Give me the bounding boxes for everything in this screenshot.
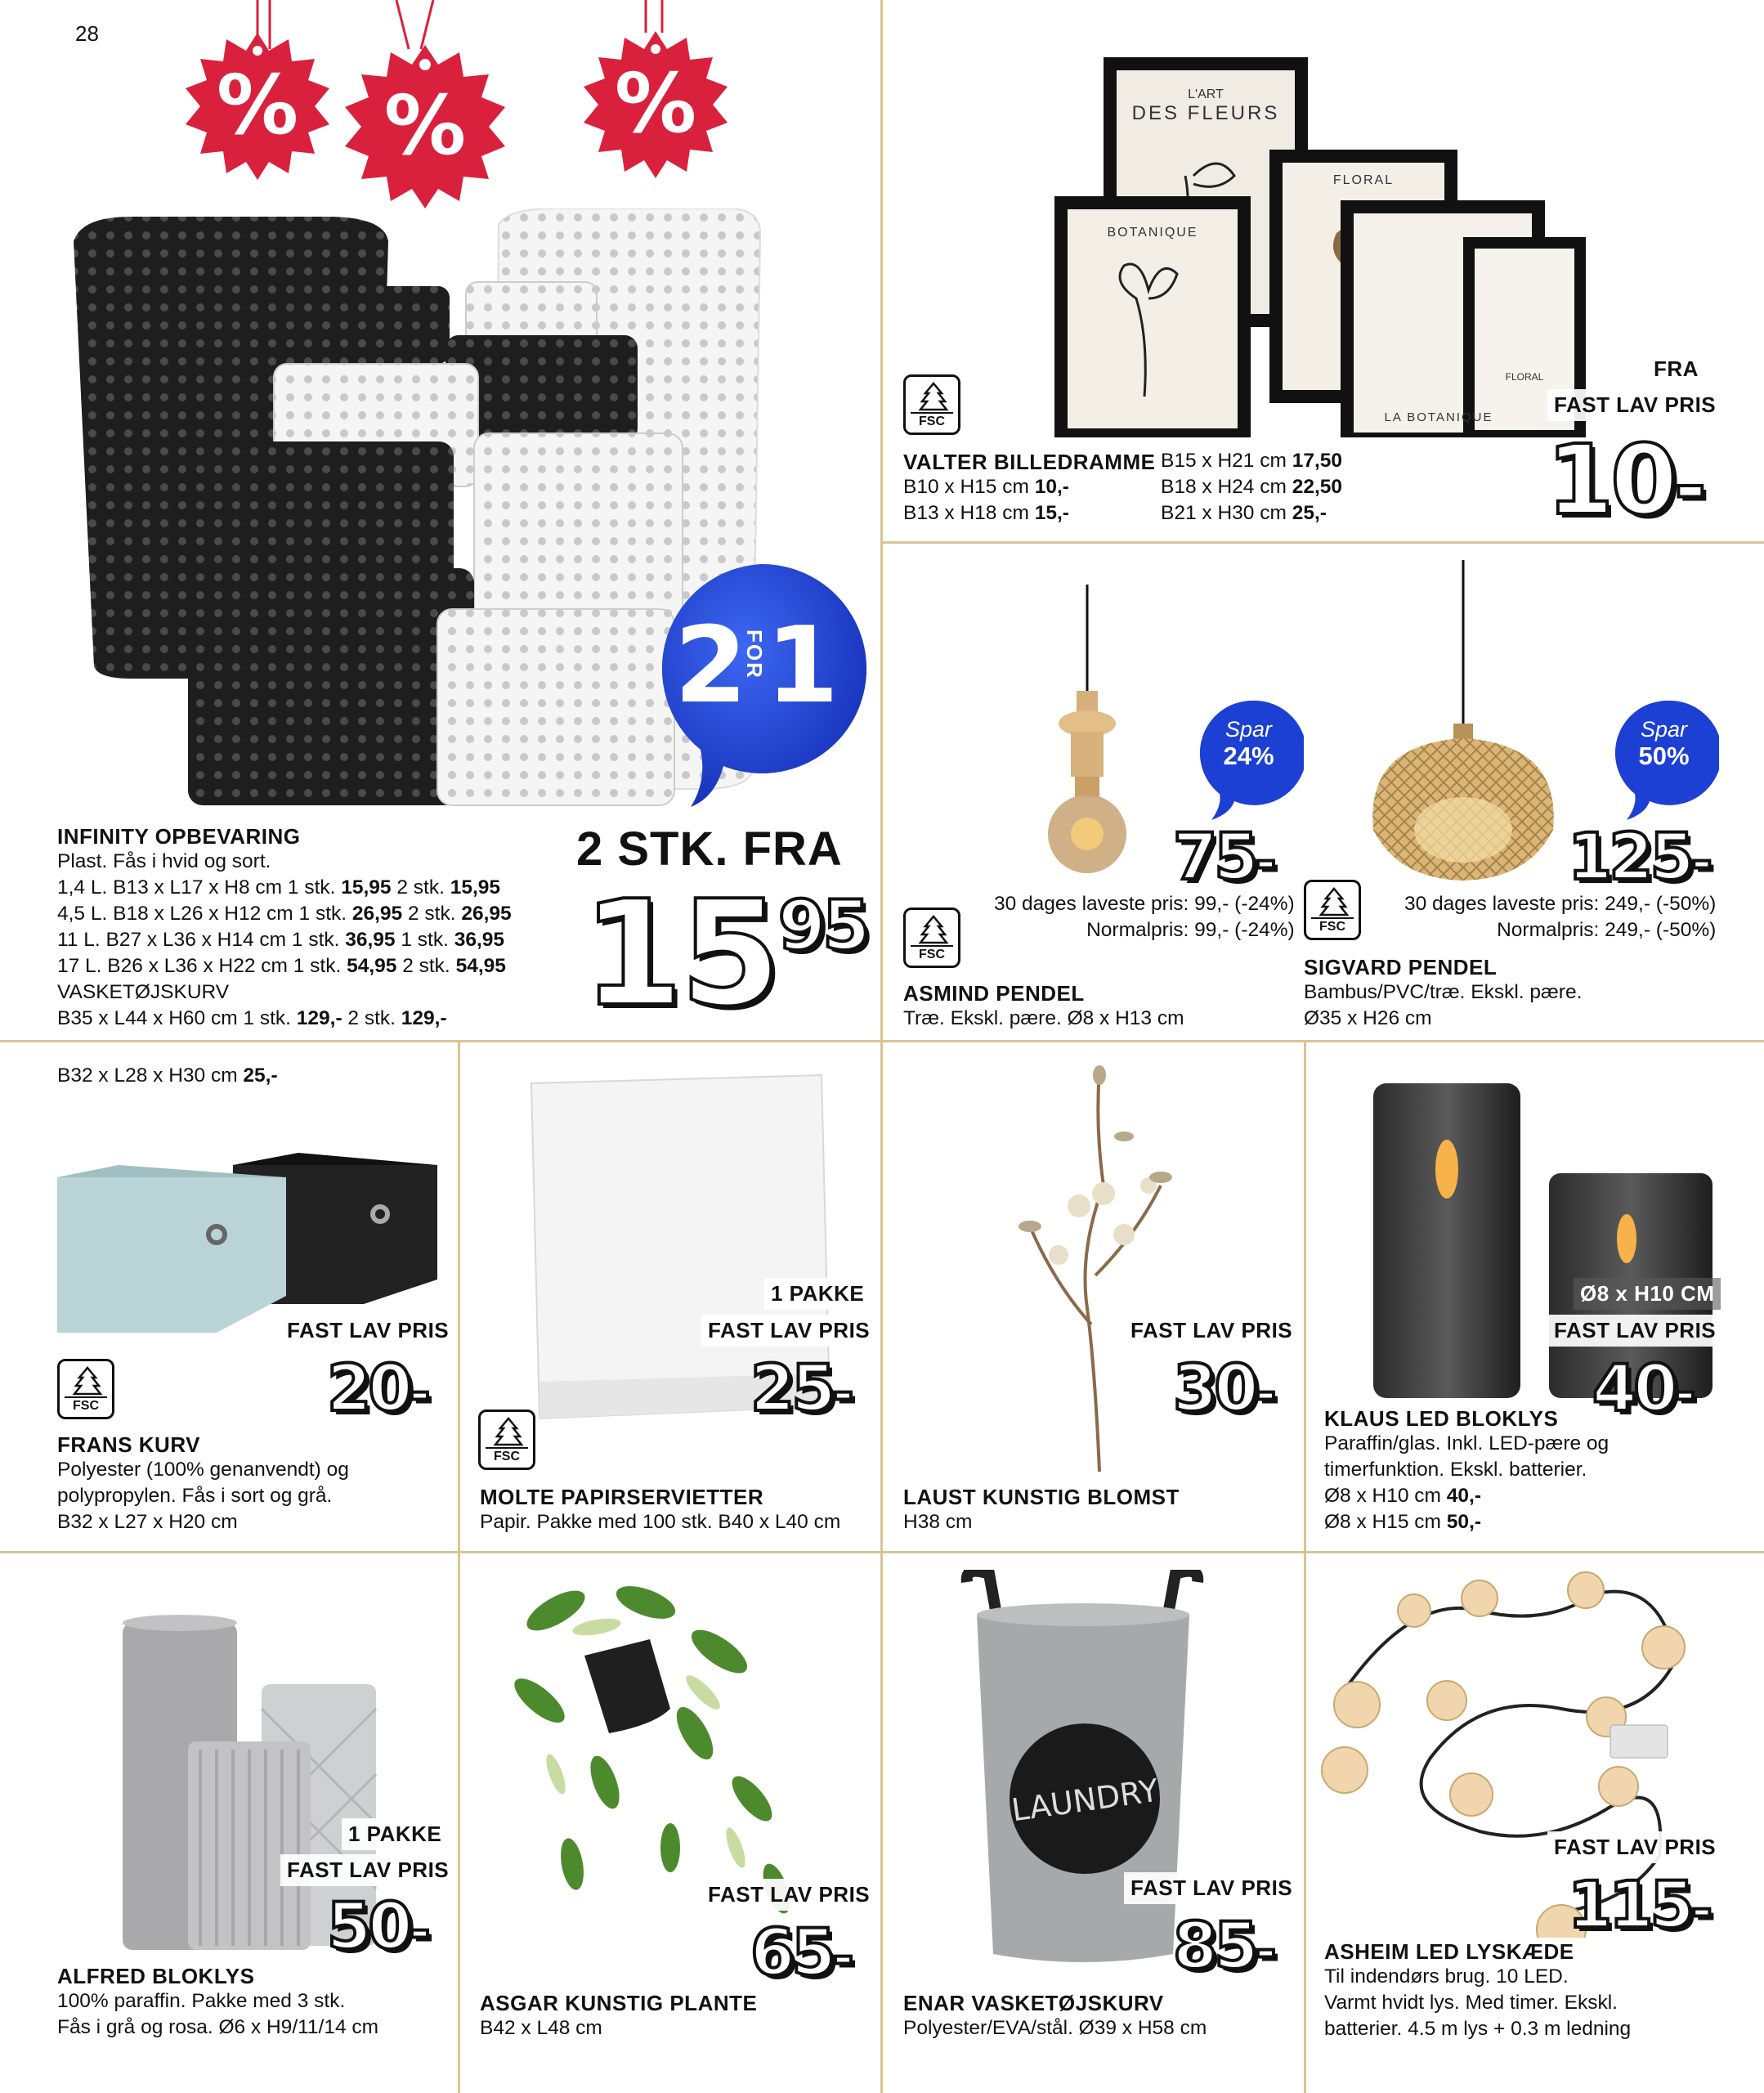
klaus-desc: Paraffin/glas. Inkl. LED-pære og timerfunktion. Ekskl. batterier. Ø8 x H10 cm 40,- Ø8 x H15 cm 50,-: [1324, 1432, 1610, 1533]
asgar-price: 65-: [750, 1916, 851, 1990]
percent-tag-2: %: [343, 45, 507, 208]
sigvard-spar-badge: Spar 50%: [1609, 699, 1719, 822]
asgar-desc: B42 x L48 cm: [480, 2017, 602, 2039]
klaus-title: KLAUS LED BLOKLYS: [1324, 1406, 1559, 1431]
tree-check-icon: [492, 1417, 525, 1450]
svg-text:LA BOTANIQUE: LA BOTANIQUE: [1384, 410, 1493, 424]
asmind-price-notes: 30 dages laveste pris: 99,- (-24%) Normalpris: 99,- (-24%): [994, 893, 1295, 941]
asmind-desc: Træ. Ekskl. pære. Ø8 x H13 cm: [903, 1007, 1184, 1029]
alfred-desc: 100% paraffin. Pakke med 3 stk. Fås i grå og rosa. Ø6 x H9/11/14 cm: [57, 1990, 379, 2038]
asheim-desc: Til indendørs brug. 10 LED. Varmt hvidt lys. Med timer. Ekskl. batterier. 4.5 m lys + 0.3 m ledning: [1324, 1965, 1632, 2040]
tree-check-icon: [71, 1366, 104, 1399]
divider-vertical-row2a: [458, 1042, 460, 2093]
molte-desc: Papir. Pakke med 100 stk. B40 x L40 cm: [480, 1511, 841, 1533]
divider-vertical-top: [880, 0, 883, 1553]
infinity-title: INFINITY OPBEVARING: [57, 824, 301, 849]
fsc-logo: FSC: [1304, 880, 1361, 940]
klaus-label-size: Ø8 x H10 CM: [1574, 1278, 1721, 1310]
alfred-label-pack: 1 PAKKE: [342, 1818, 448, 1850]
frans-top-size: B32 x L28 x H30 cm 25,-: [57, 1064, 278, 1087]
molte-price: 25-: [750, 1352, 851, 1426]
svg-text:BOTANIQUE: BOTANIQUE: [1107, 226, 1198, 240]
sigvard-desc: Bambus/PVC/træ. Ekskl. pære. Ø35 x H26 cm: [1304, 981, 1583, 1029]
frans-title: FRANS KURV: [57, 1432, 200, 1457]
frans-label: FAST LAV PRIS: [280, 1315, 455, 1347]
molte-label-pack: 1 PAKKE: [764, 1278, 871, 1310]
laust-label: FAST LAV PRIS: [1124, 1315, 1299, 1347]
fsc-logo: FSC: [903, 908, 960, 968]
valter-frames-image: [1046, 53, 1594, 437]
laust-title: LAUST KUNSTIG BLOMST: [903, 1485, 1180, 1509]
molte-label: FAST LAV PRIS: [701, 1315, 876, 1347]
divider-right-top: [883, 541, 1764, 544]
frans-desc: Polyester (100% genanvendt) og polypropylen. Fås i sort og grå. B32 x L27 x H20 cm: [57, 1459, 349, 1533]
asheim-label: FAST LAV PRIS: [1547, 1831, 1722, 1863]
laust-price: 30-: [1173, 1352, 1274, 1426]
asgar-title: ASGAR KUNSTIG PLANTE: [480, 1991, 758, 2015]
enar-price: 85-: [1173, 1910, 1274, 1983]
enar-label: FAST LAV PRIS: [1124, 1872, 1299, 1904]
two-for-one-badge: 2 FOR 1: [650, 560, 871, 813]
infinity-price: $15^{95}$: [582, 869, 867, 1038]
alfred-label: FAST LAV PRIS: [280, 1854, 455, 1886]
valter-sizes-col2: B15 x H21 cm 17,50 B18 x H24 cm 22,50 B21 x H30 cm 25,-: [1161, 450, 1342, 524]
tree-check-icon: [917, 382, 950, 415]
tree-check-icon: [1318, 887, 1350, 920]
klaus-label: FAST LAV PRIS: [1547, 1315, 1722, 1347]
asmind-spar-badge: Spar 24%: [1193, 699, 1304, 822]
tree-check-icon: [917, 915, 950, 948]
asmind-title: ASMIND PENDEL: [903, 981, 1085, 1006]
svg-text:FLORAL: FLORAL: [1505, 371, 1544, 383]
fsc-logo: FSC: [57, 1359, 114, 1419]
frans-baskets-image: [53, 1149, 445, 1337]
molte-title: MOLTE PAPIRSERVIETTER: [480, 1485, 764, 1509]
page-number: 28: [75, 21, 99, 46]
divider-vertical-row2c: [1304, 1042, 1306, 2093]
divider-vertical-bottom: [880, 1553, 883, 2093]
svg-text:FLORAL: FLORAL: [1332, 173, 1395, 187]
laust-desc: H38 cm: [903, 1511, 973, 1533]
alfred-price: 50-: [327, 1890, 428, 1964]
percent-tag-3: %: [582, 31, 729, 178]
fsc-logo: FSC: [903, 374, 960, 435]
infinity-desc: Plast. Fås i hvid og sort. 1,4 L. B13 x L17 x H8 cm 1 stk. 15,95 2 stk. 15,95 4,5 L. B18 x L26 x H12 cm 1 stk. 26,95 2 stk. 26,95 11 L. B27 x L36 x H14 cm 1 stk. 36,95 1 stk. 36,95 17 L. B26 x L36 x H22 cm 1 stk. 54,95 2 stk. 54,95 VASKETØJSKURV B35 x L44 x H60 cm 1 stk. 129,- 2 stk. 129,-: [57, 850, 512, 1029]
valter-label-fra: FRA: [1647, 353, 1705, 385]
svg-text:L'ART: L'ART: [1188, 87, 1224, 101]
sigvard-pendant-image: [1365, 560, 1561, 887]
valter-label-fast: FAST LAV PRIS: [1547, 389, 1722, 421]
asheim-price: 115-: [1568, 1869, 1709, 1943]
sigvard-price: 125-: [1568, 821, 1709, 894]
fsc-logo: FSC: [478, 1410, 535, 1470]
svg-text:LAUNDRY: LAUNDRY: [1009, 1772, 1161, 1829]
asmind-pendant-image: [1026, 585, 1148, 879]
valter-sizes-col1: B10 x H15 cm 10,- B13 x H18 cm 15,-: [903, 476, 1069, 524]
enar-desc: Polyester/EVA/stål. Ø39 x H58 cm: [903, 2017, 1207, 2039]
infinity-price-label: 2 STK. FRA: [576, 822, 843, 876]
klaus-price: 40-: [1592, 1352, 1693, 1426]
percent-tag-1: %: [184, 33, 331, 180]
svg-text:DES FLEURS: DES FLEURS: [1131, 102, 1280, 124]
sigvard-title: SIGVARD PENDEL: [1304, 955, 1498, 979]
divider-row1: [0, 1040, 1764, 1042]
valter-title: VALTER BILLEDRAMME: [903, 450, 1156, 474]
valter-price: 10-: [1547, 424, 1704, 536]
asmind-price: 75-: [1173, 821, 1274, 894]
asheim-title: ASHEIM LED LYSKÆDE: [1324, 1939, 1574, 1964]
enar-title: ENAR VASKETØJSKURV: [903, 1991, 1164, 2015]
frans-price: 20-: [327, 1352, 428, 1426]
asgar-label: FAST LAV PRIS: [701, 1879, 876, 1911]
sigvard-price-notes: 30 dages laveste pris: 249,- (-50%) Normalpris: 249,- (-50%): [1404, 893, 1717, 941]
alfred-title: ALFRED BLOKLYS: [57, 1964, 255, 1988]
